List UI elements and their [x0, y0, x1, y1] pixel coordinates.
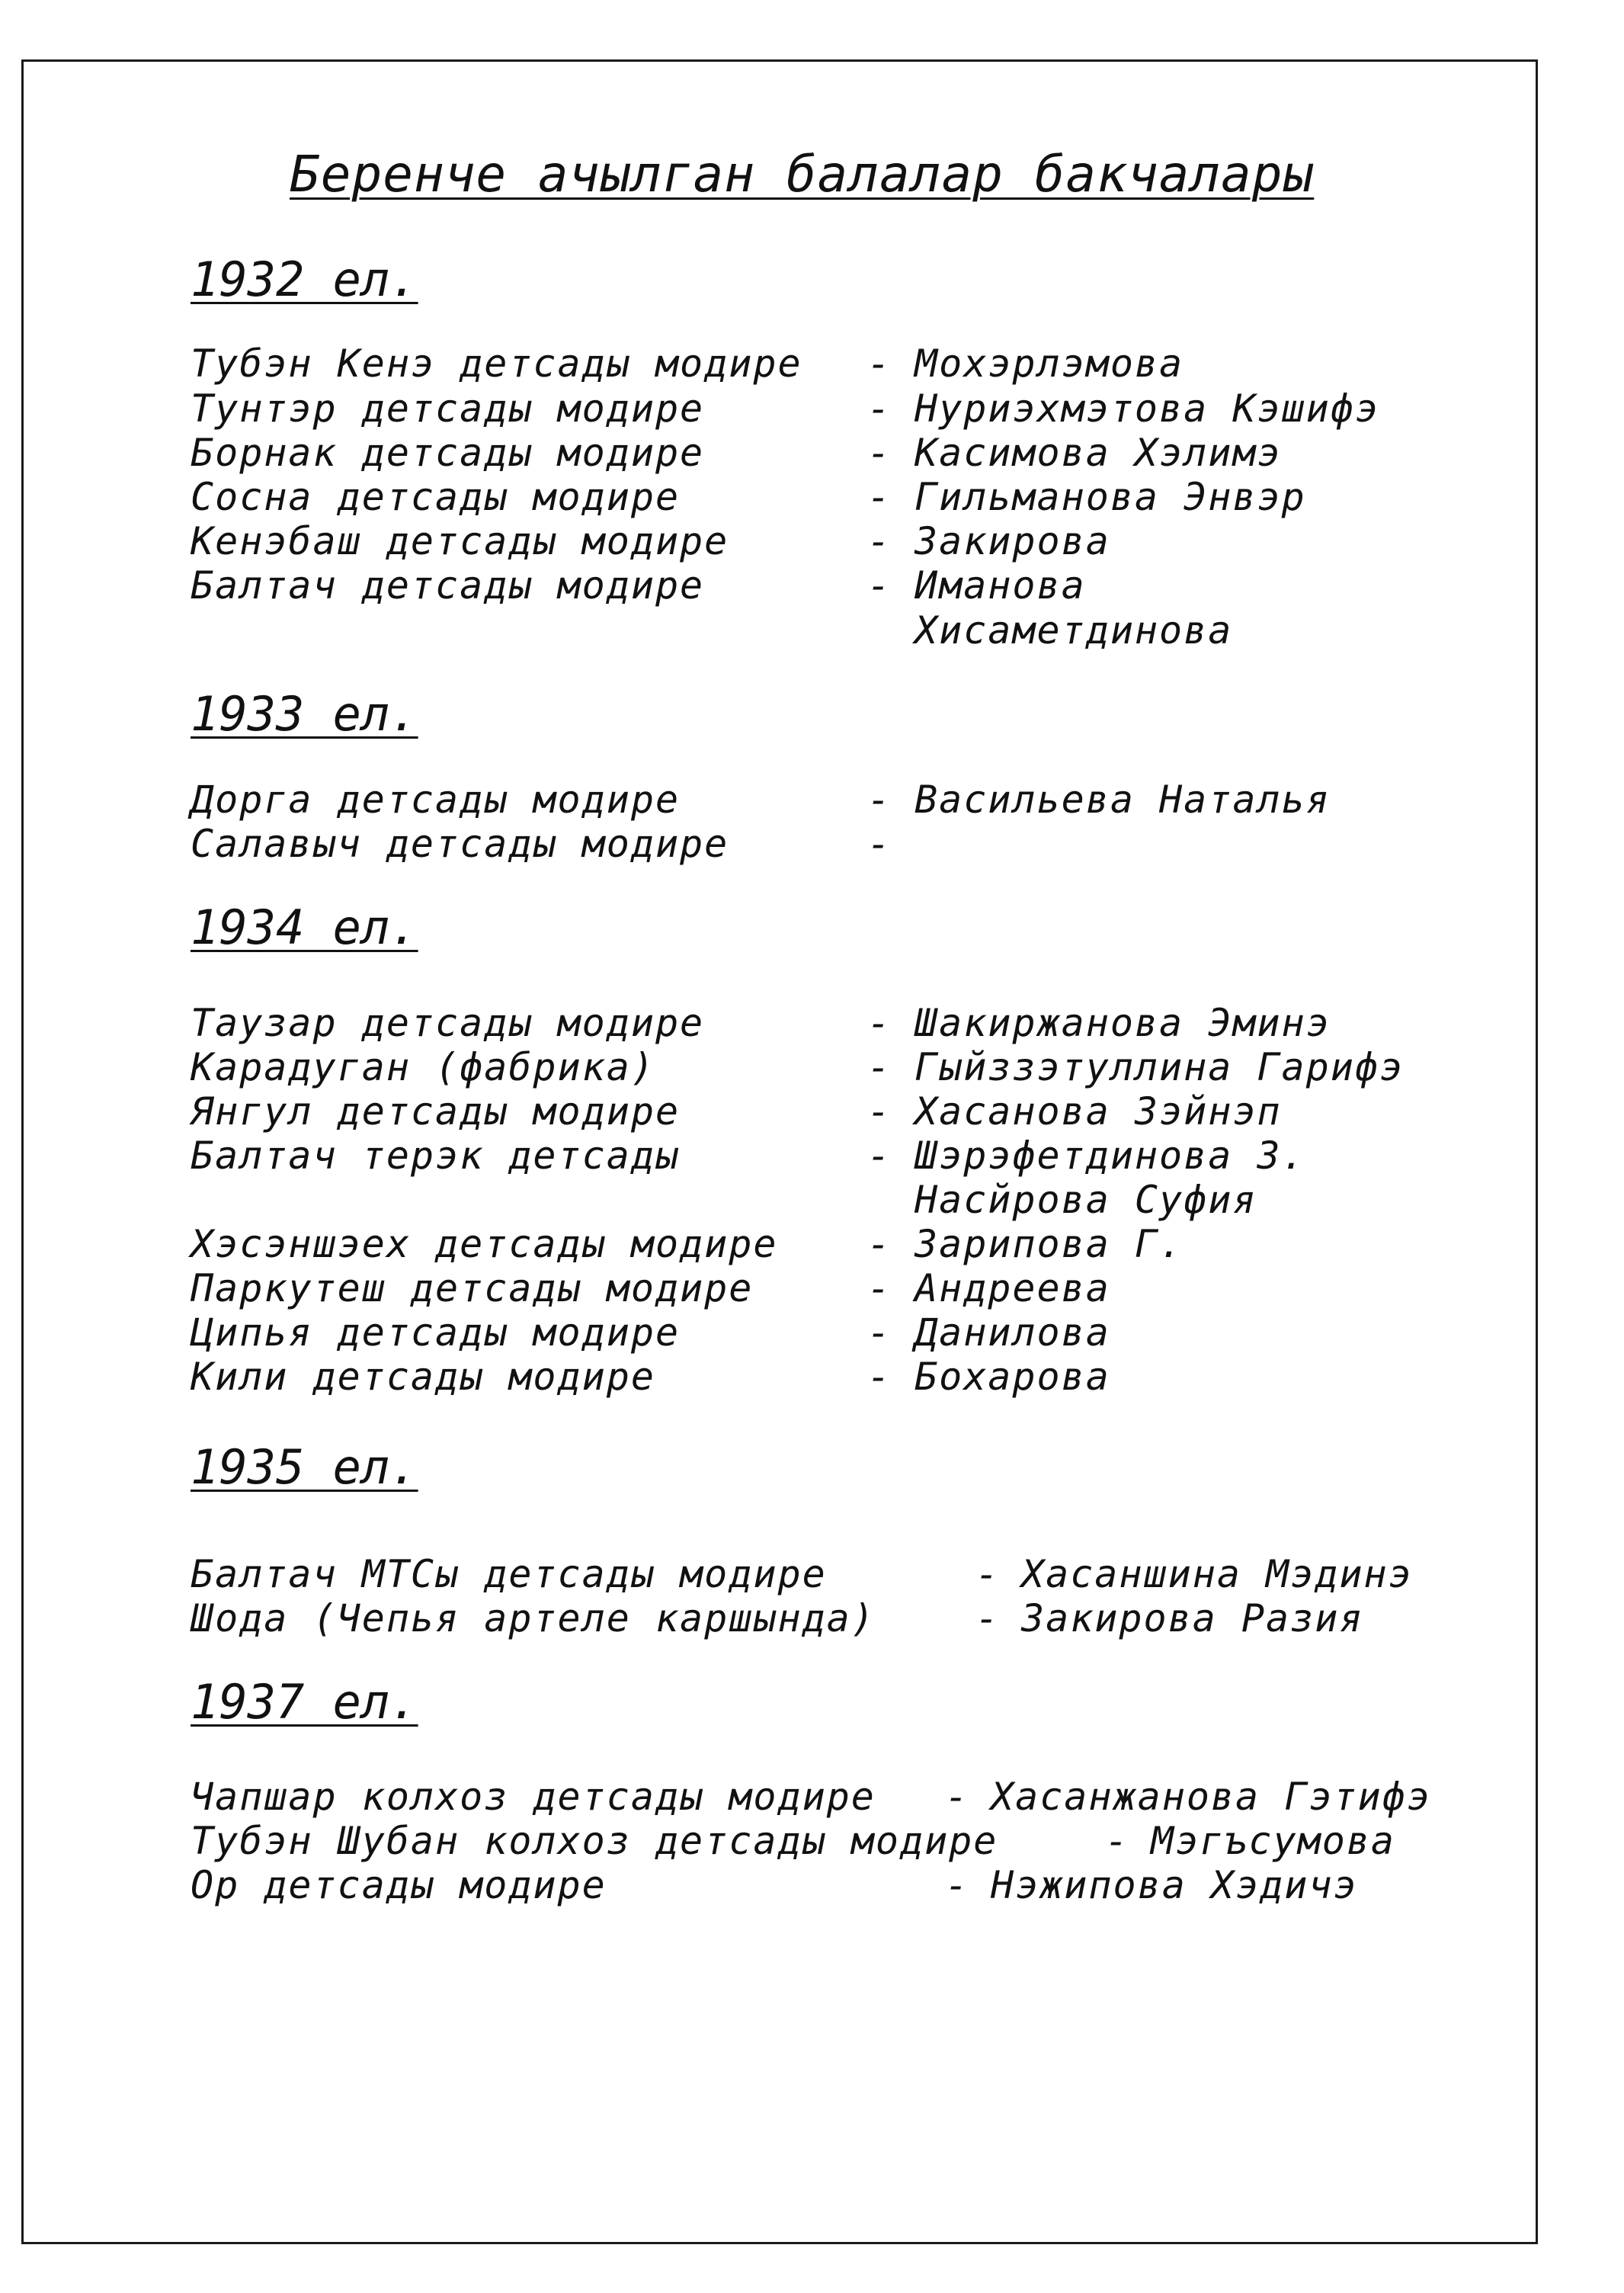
list-item-place: Тубэн Шубан колхоз детсады модире: [191, 1819, 998, 1863]
list-item-name: Хисаметдинова: [915, 608, 1233, 653]
year-heading-1933: 1933 ел.: [191, 686, 418, 742]
list-item-place: Янгул детсады модире: [191, 1089, 681, 1134]
list-item-place: Балтач терэк детсады: [191, 1134, 681, 1178]
list-item-name: Иманова: [915, 563, 1086, 608]
list-item-dash: -: [867, 1222, 892, 1266]
year-heading-1935: 1935 ел.: [191, 1439, 418, 1495]
list-item-dash: -: [945, 1775, 970, 1819]
list-item-place: Таузар детсады модире: [191, 1001, 705, 1045]
list-item-place: Борнак детсады модире: [191, 431, 705, 475]
list-item-dash: -: [867, 342, 892, 386]
list-item-name: Хасанжанова Гэтифэ: [991, 1775, 1431, 1819]
list-item-dash: -: [867, 519, 892, 563]
list-item-place: Ципья детсады модире: [191, 1310, 681, 1355]
list-item-name: Данилова: [915, 1310, 1110, 1355]
list-item-name: Гильманова Энвэр: [915, 475, 1306, 519]
list-item-name: Бохарова: [915, 1355, 1110, 1399]
list-item-place: Балтач МТСы детсады модире: [191, 1552, 827, 1596]
list-item-name: Шэрэфетдинова З.: [915, 1134, 1306, 1178]
list-item-dash: -: [867, 386, 892, 431]
list-item-dash: -: [867, 1355, 892, 1399]
list-item-place: Тунтэр детсады модире: [191, 386, 705, 431]
list-item-place: Шода (Чепья артеле каршында): [191, 1596, 876, 1640]
list-item-name: Андреева: [915, 1266, 1110, 1310]
list-item-dash: -: [867, 1001, 892, 1045]
year-heading-1937: 1937 ел.: [191, 1674, 418, 1730]
list-item-dash: -: [975, 1552, 1001, 1596]
list-item-place: Дорга детсады модире: [191, 778, 681, 822]
list-item-dash: -: [867, 1045, 892, 1089]
list-item-dash: -: [867, 431, 892, 475]
list-item-name: Закирова Разия: [1021, 1596, 1364, 1640]
list-item-name: Нуриэхмэтова Кэшифэ: [915, 386, 1379, 431]
year-heading-1934: 1934 ел.: [191, 900, 418, 955]
list-item-dash: -: [867, 1134, 892, 1178]
page-title: Беренче ачылган балалар бакчалары: [290, 145, 1315, 204]
list-item-dash: -: [1105, 1819, 1130, 1863]
list-item-dash: -: [975, 1596, 1001, 1640]
list-item-dash: -: [867, 778, 892, 822]
list-item-place: Ор детсады модире: [191, 1863, 607, 1907]
list-item-place: Хэсэншэех детсады модире: [191, 1222, 778, 1266]
year-heading-1932: 1932 ел.: [191, 252, 418, 307]
list-item-dash: -: [867, 563, 892, 608]
list-item-dash: -: [867, 1089, 892, 1134]
list-item-name: Васильева Наталья: [915, 778, 1331, 822]
list-item-place: Салавыч детсады модире: [191, 822, 729, 866]
list-item-name: Шакиржанова Эминэ: [915, 1001, 1331, 1045]
list-item-name: Насйрова Суфия: [915, 1178, 1257, 1222]
list-item-dash: -: [867, 1266, 892, 1310]
list-item-place: Тубэн Кенэ детсады модире: [191, 342, 802, 386]
list-item-dash: -: [867, 822, 892, 866]
list-item-name: Мохэрлэмова: [915, 342, 1184, 386]
list-item-name: Касимова Хэлимэ: [915, 431, 1282, 475]
list-item-dash: -: [867, 1310, 892, 1355]
list-item-dash: -: [867, 475, 892, 519]
list-item-name: Зарипова Г.: [915, 1222, 1184, 1266]
list-item-name: Закирова: [915, 519, 1110, 563]
list-item-place: Кили детсады модире: [191, 1355, 655, 1399]
list-item-place: Чапшар колхоз детсады модире: [191, 1775, 876, 1819]
list-item-place: Кенэбаш детсады модире: [191, 519, 729, 563]
list-item-name: Хасаншина Мэдинэ: [1021, 1552, 1413, 1596]
list-item-place: Карадуган (фабрика): [191, 1045, 655, 1089]
list-item-name: Хасанова Зэйнэп: [915, 1089, 1282, 1134]
list-item-name: Нэжипова Хэдичэ: [991, 1863, 1358, 1907]
list-item-name: Гыйззэтуллина Гарифэ: [915, 1045, 1405, 1089]
list-item-place: Сосна детсады модире: [191, 475, 681, 519]
list-item-name: Мэгъсумова: [1151, 1819, 1396, 1863]
list-item-place: Паркутеш детсады модире: [191, 1266, 754, 1310]
list-item-dash: -: [945, 1863, 970, 1907]
list-item-place: Балтач детсады модире: [191, 563, 705, 608]
